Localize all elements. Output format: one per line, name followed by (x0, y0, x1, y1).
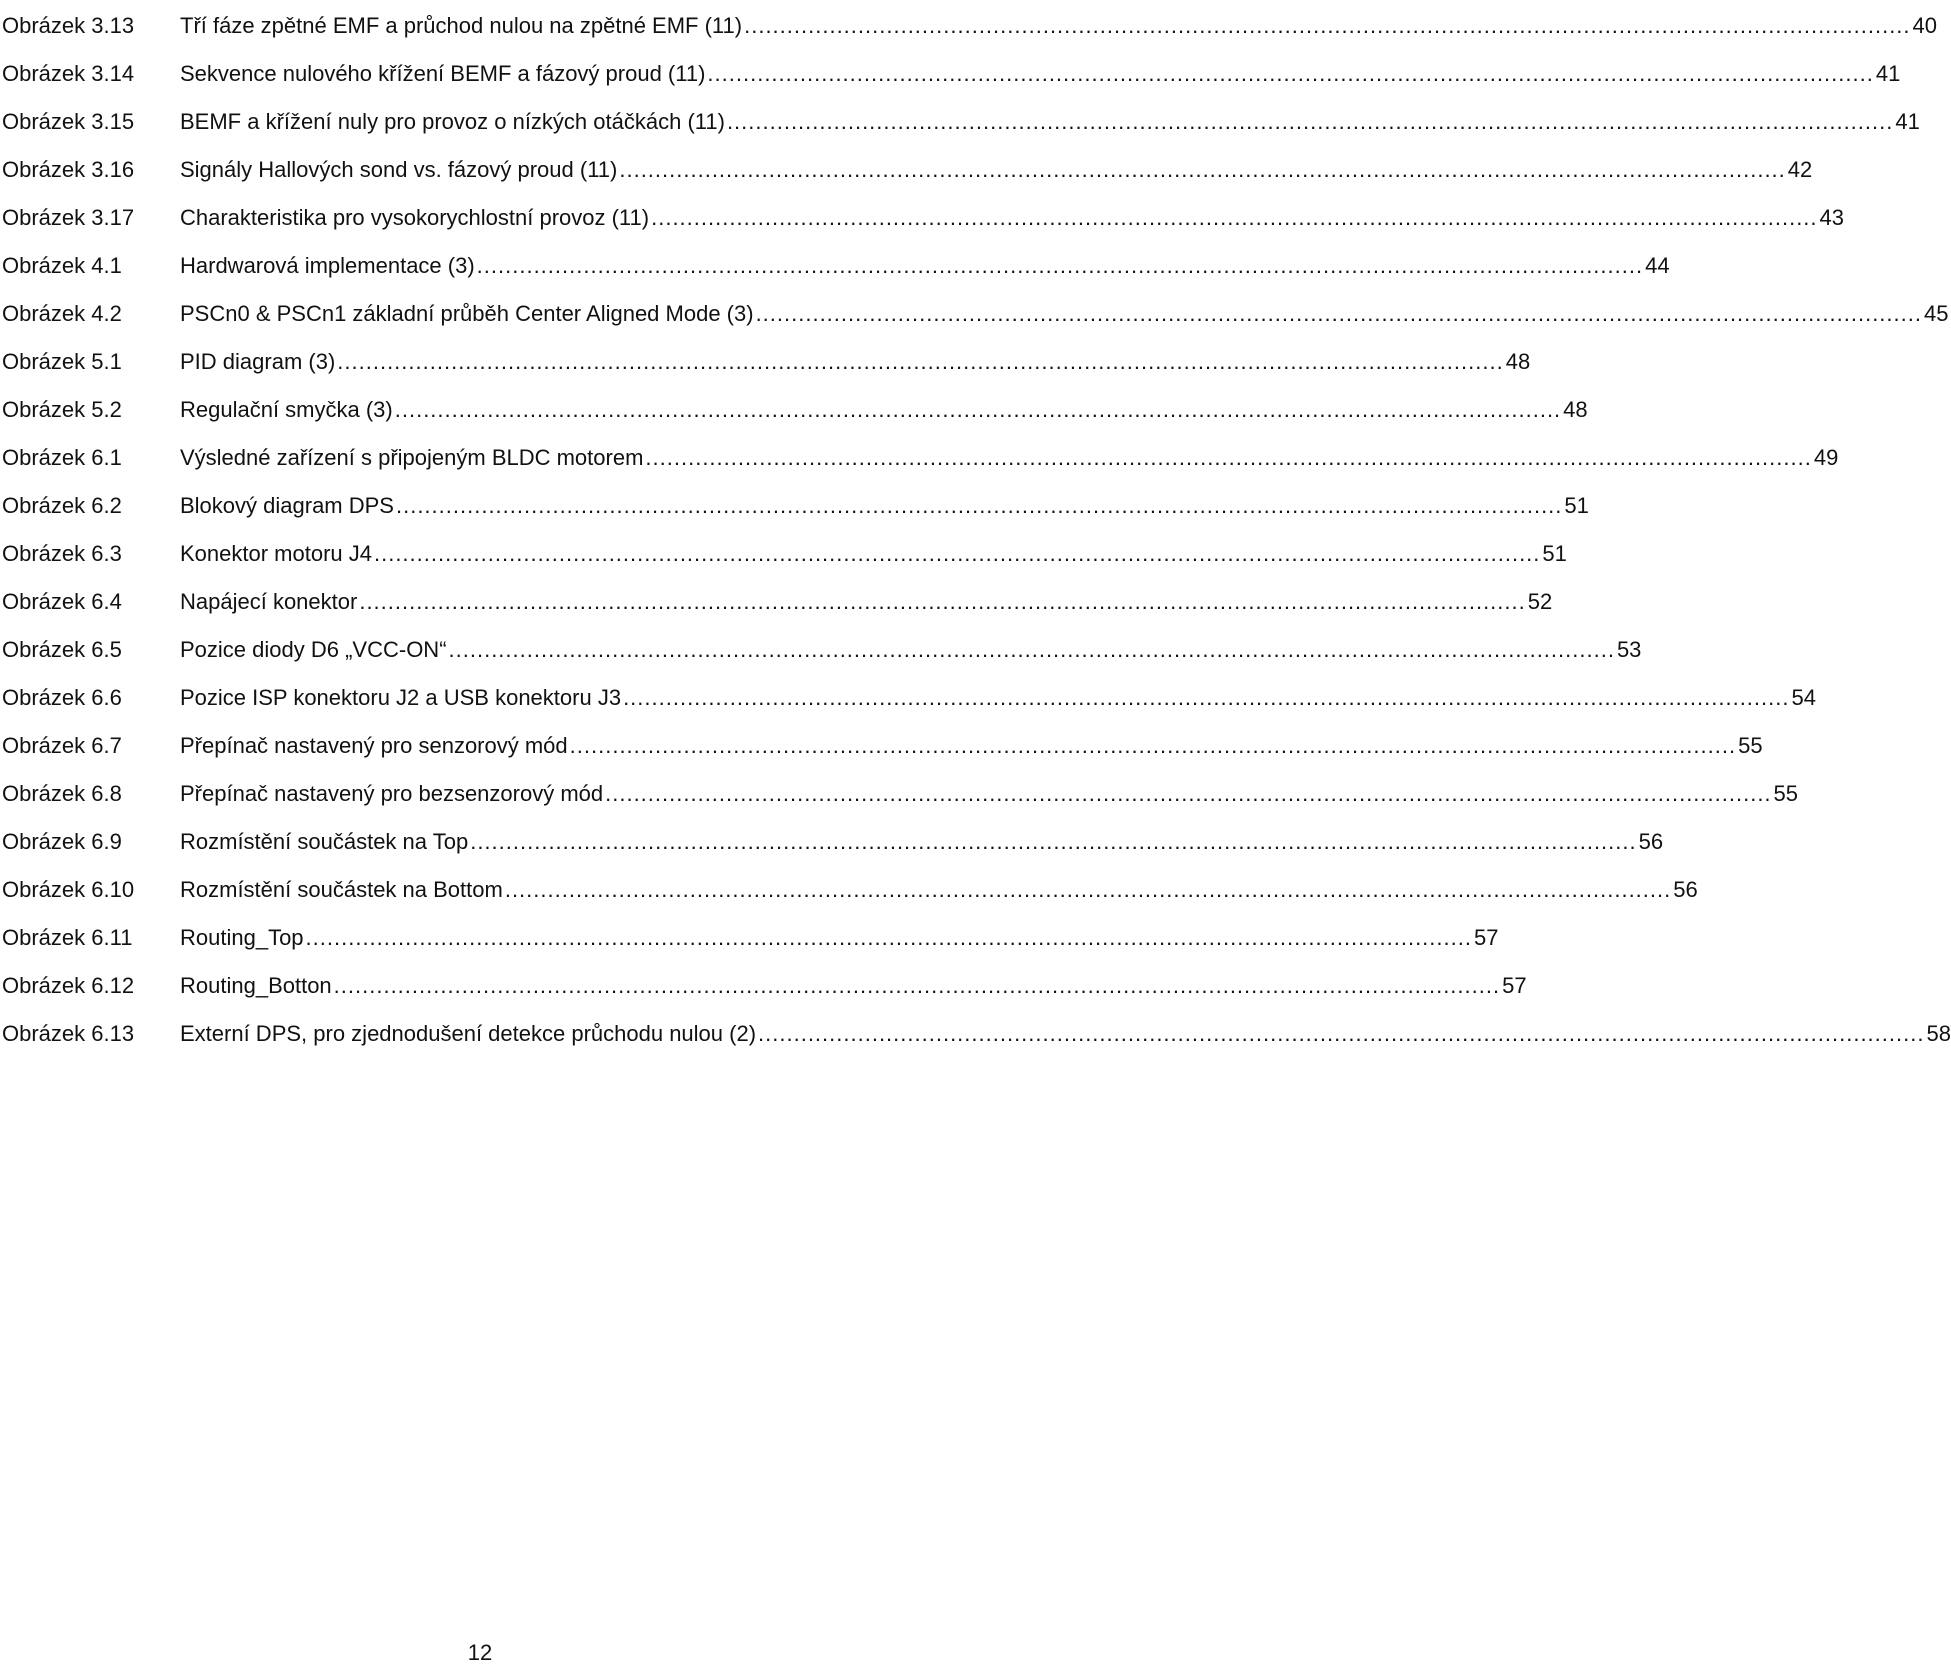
page-ref: 43 (1819, 205, 1845, 230)
figure-title: Blokový diagram DPS (180, 493, 394, 518)
figure-title: Pozice ISP konektoru J2 a USB konektoru J3 (180, 685, 622, 710)
dot-leader: .................................................................................................................................................................... (305, 925, 1472, 950)
dot-leader: .................................................................................................................................................................... (755, 301, 1922, 326)
dot-leader: .................................................................................................................................................................... (744, 13, 1911, 38)
figure-number: Obrázek 6.9 (2, 829, 122, 854)
toc-entry[interactable] (0, 288, 1949, 339)
page-ref: 45 (1923, 301, 1949, 326)
toc-entry[interactable] (0, 864, 1698, 915)
figure-title: Charakteristika pro vysokorychlostní provoz (11) (180, 205, 650, 230)
figure-number: Obrázek 6.12 (2, 973, 135, 998)
figure-number: Obrázek 4.2 (2, 301, 122, 326)
page-ref: 51 (1542, 541, 1567, 566)
page-ref: 54 (1791, 685, 1816, 710)
dot-leader: .................................................................................................................................................................... (569, 733, 1737, 758)
page-ref: 56 (1673, 877, 1698, 902)
page-ref: 58 (1926, 1021, 1951, 1046)
figure-title: Hardwarová implementace (3) (180, 253, 475, 278)
figure-number: Obrázek 5.2 (2, 397, 122, 422)
figure-number: Obrázek 6.1 (2, 445, 122, 470)
dot-leader: .................................................................................................................................................................... (333, 973, 1501, 998)
dot-leader: .................................................................................................................................................................... (359, 589, 1526, 614)
toc-entry[interactable] (0, 624, 1642, 675)
figure-number: Obrázek 6.3 (2, 541, 122, 566)
figure-title: Rozmístění součástek na Bottom (180, 877, 503, 902)
figure-number: Obrázek 6.7 (2, 733, 122, 758)
toc-entry[interactable] (0, 576, 1553, 627)
page-ref: 52 (1527, 589, 1553, 614)
figure-number: Obrázek 3.17 (2, 205, 135, 230)
dot-leader: .................................................................................................................................................................... (373, 541, 1541, 566)
dot-leader: .................................................................................................................................................................... (605, 781, 1772, 806)
dot-leader: .................................................................................................................................................................... (337, 349, 1504, 374)
page-ref: 57 (1502, 973, 1527, 998)
toc-entry[interactable] (0, 816, 1664, 867)
page-ref: 55 (1738, 733, 1763, 758)
figure-title: BEMF a křížení nuly pro provoz o nízkých otáčkách (11) (180, 109, 725, 134)
figure-title: Tří fáze zpětné EMF a průchod nulou na zpětné EMF (11) (180, 13, 743, 38)
figure-number: Obrázek 6.4 (2, 589, 122, 614)
figure-title: Pozice diody D6 „VCC-ON“ (180, 637, 447, 662)
page-ref: 48 (1563, 397, 1588, 422)
figure-number: Obrázek 5.1 (2, 349, 122, 374)
page-ref: 44 (1645, 253, 1670, 278)
figure-number: Obrázek 6.2 (2, 493, 122, 518)
figure-title: Routing_Top (180, 925, 304, 950)
page-ref: 55 (1773, 781, 1799, 806)
figure-number: Obrázek 6.6 (2, 685, 122, 710)
toc-entry[interactable] (0, 0, 1938, 51)
page-number: 12 (467, 1640, 493, 1665)
dot-leader: .................................................................................................................................................................... (623, 685, 1790, 710)
dot-leader: .................................................................................................................................................................... (651, 205, 1818, 230)
figure-number: Obrázek 6.5 (2, 637, 122, 662)
page-ref: 57 (1473, 925, 1499, 950)
toc-entry[interactable] (0, 384, 1588, 435)
toc-entry[interactable] (0, 240, 1670, 291)
figure-number: Obrázek 6.10 (2, 877, 135, 902)
page-ref: 56 (1638, 829, 1664, 854)
page-ref: 40 (1912, 13, 1938, 38)
dot-leader: .................................................................................................................................................................... (504, 877, 1672, 902)
page-ref: 41 (1875, 61, 1901, 86)
dot-leader: .................................................................................................................................................................... (470, 829, 1637, 854)
figure-title: Výsledné zařízení s připojeným BLDC motorem (180, 445, 644, 470)
toc-entry[interactable] (0, 48, 1901, 99)
figure-title: Konektor motoru J4 (180, 541, 372, 566)
page-ref: 53 (1616, 637, 1642, 662)
figure-title: Napájecí konektor (180, 589, 358, 614)
toc-entry[interactable] (0, 336, 1531, 387)
figure-title: Externí DPS, pro zjednodušení detekce průchodu nulou (2) (180, 1021, 757, 1046)
figure-number: Obrázek 6.13 (2, 1021, 135, 1046)
dot-leader: .................................................................................................................................................................... (726, 109, 1894, 134)
figure-number: Obrázek 3.16 (2, 157, 135, 182)
figure-number: Obrázek 3.13 (2, 13, 135, 38)
figure-title: Rozmístění součástek na Top (180, 829, 469, 854)
figure-title: Signály Hallových sond vs. fázový proud (11) (180, 157, 618, 182)
toc-entry[interactable] (0, 960, 1527, 1011)
page-ref: 48 (1505, 349, 1531, 374)
toc-entry[interactable] (0, 480, 1589, 531)
dot-leader: .................................................................................................................................................................... (758, 1021, 1925, 1046)
dot-leader: .................................................................................................................................................................... (395, 493, 1563, 518)
dot-leader: .................................................................................................................................................................... (448, 637, 1615, 662)
page-ref: 49 (1813, 445, 1839, 470)
toc-entry[interactable] (0, 96, 1920, 147)
figure-title: PSCn0 & PSCn1 základní průběh Center Aligned Mode (3) (180, 301, 754, 326)
page-ref: 42 (1787, 157, 1813, 182)
toc-entry[interactable] (0, 720, 1763, 771)
figure-title: Routing_Botton (180, 973, 332, 998)
figure-title: Přepínač nastavený pro senzorový mód (180, 733, 568, 758)
page-ref: 41 (1895, 109, 1920, 134)
toc-entry[interactable] (0, 768, 1799, 819)
toc-entry[interactable] (0, 144, 1813, 195)
dot-leader: .................................................................................................................................................................... (707, 61, 1874, 86)
dot-leader: .................................................................................................................................................................... (394, 397, 1562, 422)
page-ref: 51 (1564, 493, 1589, 518)
toc-entry[interactable] (0, 192, 1845, 243)
dot-leader: .................................................................................................................................................................... (619, 157, 1786, 182)
toc-entry[interactable] (0, 912, 1499, 963)
figure-number: Obrázek 3.14 (2, 61, 135, 86)
figure-title: PID diagram (3) (180, 349, 336, 374)
figure-number: Obrázek 4.1 (2, 253, 122, 278)
toc-entry[interactable] (0, 432, 1839, 483)
dot-leader: .................................................................................................................................................................... (476, 253, 1644, 278)
figure-number: Obrázek 6.11 (2, 925, 133, 950)
dot-leader: .................................................................................................................................................................... (645, 445, 1812, 470)
figure-title: Regulační smyčka (3) (180, 397, 393, 422)
figure-title: Přepínač nastavený pro bezsenzorový mód (180, 781, 604, 806)
toc-entry[interactable] (0, 1008, 1951, 1059)
figure-number: Obrázek 3.15 (2, 109, 135, 134)
toc-entry[interactable] (0, 528, 1567, 579)
figure-title: Sekvence nulového křížení BEMF a fázový proud (11) (180, 61, 706, 86)
figure-number: Obrázek 6.8 (2, 781, 122, 806)
toc-entry[interactable] (0, 672, 1816, 723)
